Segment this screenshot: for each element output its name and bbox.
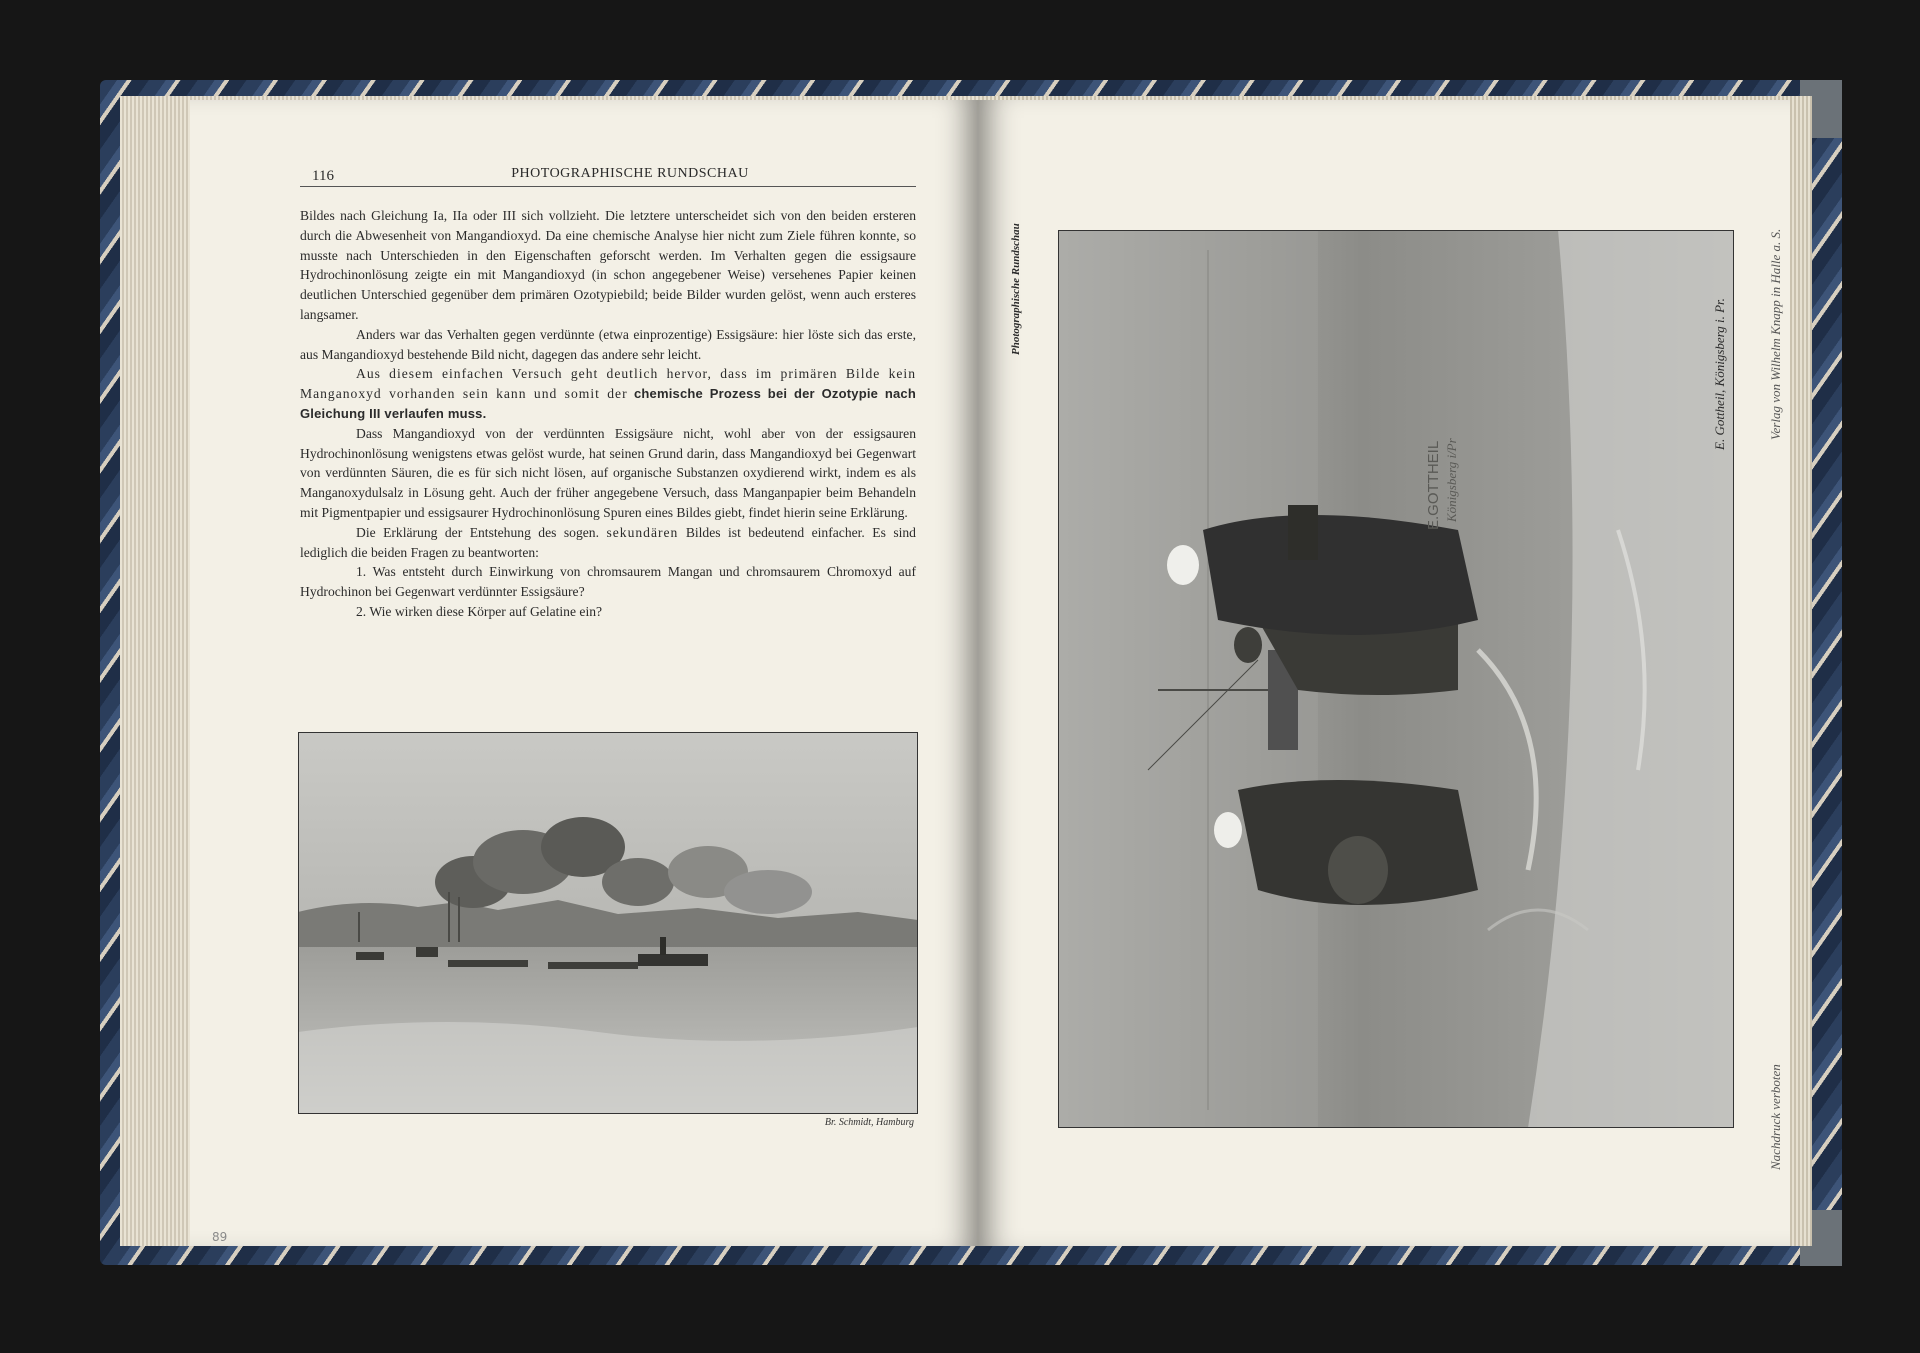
harbour-photograph — [298, 732, 918, 1114]
text-run: Die Erklärung der Entstehung des sogen. — [356, 524, 599, 540]
beach-photograph — [1058, 230, 1734, 1128]
question-1: 1. Was entsteht durch Einwirkung von chromsaurem Mangan und chromsaurem Chromoxyd auf Hydrochinon bei Gegenwart verdünnter Essigsäure? — [300, 564, 916, 600]
paragraph — [300, 364, 916, 423]
journal-title-vertical: Photographische Rundschau — [1010, 223, 1022, 355]
header-rule — [300, 186, 916, 187]
article-body — [300, 206, 916, 622]
publisher-edge-text: Verlag von Wilhelm Knapp in Halle a. S. — [1768, 228, 1783, 440]
page-number: 116 — [312, 168, 334, 184]
question-2: 2. Wie wirken diese Körper auf Gelatine ein? — [356, 603, 603, 619]
photo-signature-place: Königsberg i/Pr — [1444, 438, 1459, 522]
paragraph: Anders war das Verhalten gegen verdünnte (etwa einprozentige) Essigsäure: hier löste sich das erste, aus Mangandioxyd bestehende Bild nicht, dagegen das andere sehr leicht. — [300, 326, 916, 362]
photo-credit-vertical: E. Gottheil, Königsberg i. Pr. — [1712, 298, 1727, 450]
reprint-notice-edge-text: Nachdruck verboten — [1768, 1064, 1783, 1170]
paragraph — [300, 523, 916, 563]
text-run: Bildes ist bedeutend einfacher. Es sind lediglich die beiden Fragen zu beantworten: — [300, 524, 916, 560]
photo-caption: Br. Schmidt, Hamburg — [824, 1117, 914, 1128]
paragraph: Dass Mangandioxyd von der verdünnten Essigsäure nicht, wohl aber von der essigsauren Hydrochinonlösung wenigstens etwas gelöst wurde, hat seinen Grund darin, dass Mangandioxyd bei Gegenwart von verdünnten Säuren, die es für sich nicht lösen, auf organische Substanzen oxydierend wirkt, indem es als Manganoxydulsalz in Lösung geht. Auch der früher angegebene Versuch, dass Manganpapier beim Behandeln mit Pigmentpapier und essigsaurer Hydrochinonlösung Spuren eines Bildes giebt, findet hierin seine Erklärung. — [300, 425, 916, 520]
emphasis-text: chemische Prozess bei der Ozotypie nach Gleichung III verlaufen muss. — [300, 386, 916, 421]
pencil-annotation: 89 — [212, 1230, 228, 1244]
running-head: PHOTOGRAPHISCHE RUNDSCHAU — [511, 166, 749, 181]
spaced-text: Aus diesem einfachen Versuch geht deutlich hervor, dass im primären Bilde kein Manganoxyd vorhanden sein kann und somit der — [300, 366, 916, 402]
spaced-text: sekundären — [606, 524, 679, 540]
paragraph: Bildes nach Gleichung Ia, IIa oder III sich vollzieht. Die letztere unterscheidet sich von den beiden ersteren durch die Abwesenheit von Mangandioxyd. Da eine chemische Analyse hier nicht zum Ziele führen konnte, so musste nach Unterschieden in den Eigenschaften geforscht werden. Im Verhalten gegen die essigsaure Hydrochinonlösung zeigte ein mit Mangandioxyd (in schon angegebener Weise) versehenes Papier keinen deutlichen Unterschied gegenüber dem primären Ozotypiebild; beide Bilder wurden gelöst, wenn auch ersteres langsamer. — [300, 208, 916, 322]
photo-signature: E.GOTTHEIL — [1425, 440, 1442, 530]
